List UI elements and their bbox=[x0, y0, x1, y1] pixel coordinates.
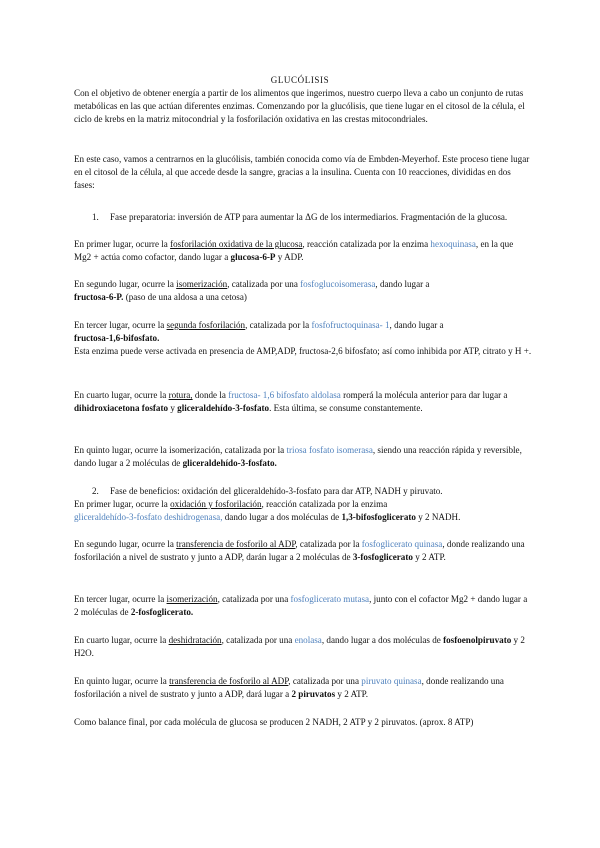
enzyme-name: piruvato quinasa bbox=[361, 676, 422, 686]
product-name: dihidroxiacetona fosfato bbox=[74, 403, 169, 414]
enzyme-name: triosa fosfato isomerasa bbox=[286, 445, 373, 455]
enzyme-name: fosfoglucoisomerasa bbox=[300, 279, 376, 289]
reaction-3: En tercer lugar, ocurre la segunda fosforilación, catalizada por la fosfofructoquinasa- 1, dando lugar a fructosa-1,6-bifosfato. Esta enzima puede verse activada en presencia de AMP,ADP, fructosa-2,6 bifosfato; así como inhibida por ATP, citrato y H +. bbox=[74, 320, 532, 357]
reaction-6: En primer lugar, ocurre la oxidación y fosforilación, reacción catalizada por la enzima gliceraldehído-3-fosfato deshidrogenasa, dando lugar a dos moléculas de 1,3-bifosfoglicerato y 2 NADH. bbox=[74, 499, 461, 523]
product-name: 1,3-bifosfoglicerato bbox=[341, 512, 416, 523]
phase-1-number: 1. bbox=[92, 212, 99, 222]
summary-paragraph: Como balance final, por cada molécula de glucosa se producen 2 NADH, 2 ATP y 2 piruvatos. (aprox. 8 ATP) bbox=[74, 717, 474, 727]
enzyme-name: gliceraldehído-3-fosfato deshidrogenasa, bbox=[74, 512, 223, 523]
reaction-2: En segundo lugar, ocurre la isomerización, catalizada por una fosfoglucoisomerasa, dando lugar a fructosa-6-P. (paso de una aldosa a una cetosa) bbox=[74, 279, 430, 303]
reaction-5: En quinto lugar, ocurre la isomerización, catalizada por la triosa fosfato isomerasa, siendo una reacción rápida y reversible, dando lugar a 2 moléculas de gliceraldehído-3-fosfato. bbox=[74, 445, 522, 469]
intro-paragraph: Con el objetivo de obtener energía a partir de los alimentos que ingerimos, nuestro cuerpo lleva a cabo un conjunto de rutas metabólicas en las que actúan diferentes enzimas. Comenzando por la glucólisis, que tiene lugar en el citosol de la célula, el ciclo de krebs en la matriz mitocondrial y la fosforilación oxidativa en las crestas mitocondriales. bbox=[74, 88, 525, 125]
reaction-7: En segundo lugar, ocurre la transferencia de fosforilo al ADP, catalizada por la fosfoglicerato quinasa, donde realizando una fosforilación a nivel de sustrato y junto a ADP, darán lugar a 2 moléculas de 3-fosfoglicerato y 2 ATP. bbox=[74, 539, 525, 563]
reaction-9: En cuarto lugar, ocurre la deshidratación, catalizada por una enolasa, dando lugar a dos moléculas de fosfoenolpiruvato y 2 H2O. bbox=[74, 635, 525, 659]
enzyme-name: fosfoglicerato mutasa bbox=[290, 594, 370, 604]
enzyme-name: fructosa- 1,6 bifosfato aldolasa bbox=[228, 390, 341, 400]
product-name: fructosa-1,6-bifosfato. bbox=[74, 333, 160, 344]
product-name: 2 piruvatos bbox=[291, 689, 336, 700]
product-name: fosfoenolpiruvato bbox=[443, 635, 512, 645]
product-name: gliceraldehído-3-fosfato bbox=[177, 403, 270, 414]
reaction-8: En tercer lugar, ocurre la isomerización, catalizada por una fosfoglicerato mutasa, junto con el cofactor Mg2 + dando lugar a 2 moléculas de 2-fosfoglicerato. bbox=[74, 594, 528, 618]
product-name: gliceraldehído-3-fosfato. bbox=[182, 458, 277, 469]
product-name: glucosa-6-P bbox=[230, 252, 276, 263]
enzyme-name: enolasa bbox=[294, 635, 322, 645]
phase-2-heading: Fase de beneficios: oxidación del gliceraldehído-3-fosfato para dar ATP, NADH y piruvato. bbox=[110, 486, 443, 496]
reaction-1: En primer lugar, ocurre la fosforilación oxidativa de la glucosa, reacción catalizada por la enzima hexoquinasa, en la que Mg2 + actúa como cofactor, dando lugar a glucosa-6-P y ADP. bbox=[74, 239, 514, 263]
context-paragraph: En este caso, vamos a centrarnos en la glucólisis, también conocida como vía de Embden-Meyerhof. Este proceso tiene lugar en el citosol de la célula, al que accede desde la sangre, gracias a la insulina. Cuenta con 10 reacciones, divididas en dos fases: bbox=[74, 154, 530, 191]
reaction-10: En quinto lugar, ocurre la transferencia de fosforilo al ADP, catalizada por una piruvato quinasa, donde realizando una fosforilación a nivel de sustrato y junto a ADP, dará lugar a 2 piruvatos y 2 ATP. bbox=[74, 676, 504, 700]
enzyme-name: hexoquinasa bbox=[430, 239, 476, 249]
product-name: 2-fosfoglicerato. bbox=[130, 607, 194, 618]
enzyme-name: fosfofructoquinasa- 1 bbox=[311, 320, 390, 330]
enzyme-name: fosfoglicerato quinasa bbox=[361, 539, 443, 549]
phase-2-number: 2. bbox=[92, 486, 99, 496]
product-name: 3-fosfoglicerato bbox=[352, 552, 413, 563]
document-title: GLUCÓLISIS bbox=[270, 75, 330, 85]
reaction-4: En cuarto lugar, ocurre la rotura, donde la fructosa- 1,6 bifosfato aldolasa romperá la molécula anterior para dar lugar a dihidroxiacetona fosfato y gliceraldehído-3-fosfato. Esta última, se consume constantemente. bbox=[74, 390, 508, 414]
product-name: fructosa-6-P. bbox=[74, 292, 124, 303]
phase-1-heading: Fase preparatoria: inversión de ATP para aumentar la ΔG de los intermediarios. Fragmentación de la glucosa. bbox=[110, 212, 508, 222]
